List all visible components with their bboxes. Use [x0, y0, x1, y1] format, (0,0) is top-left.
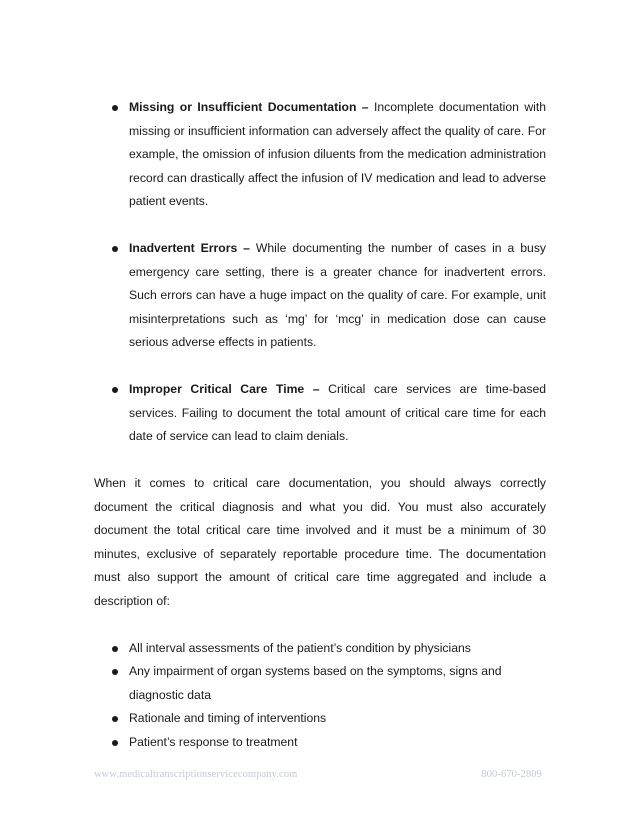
page-footer [94, 769, 546, 780]
bullet-icon [112, 105, 118, 111]
bullet-icon [112, 740, 118, 746]
bullet-icon [112, 646, 118, 652]
bullet-term: Inadvertent Errors – [129, 241, 250, 255]
spacer [94, 449, 546, 473]
bullet-text: Incomplete documentation with missing or insufficient information can adversely affect the quality of care. For example, the omission of infusion diluents from the medication administration record can drastically affect the infusion of IV medication and lead to adverse patient events. [129, 100, 546, 208]
list-item-text: Any impairment of organ systems based on the symptoms, signs and diagnostic data [129, 664, 502, 702]
bullet-item-missing-documentation [94, 96, 546, 214]
bullet-icon [112, 669, 118, 675]
list-item-text: All interval assessments of the patient’s condition by physicians [129, 640, 471, 655]
list-item [94, 707, 546, 731]
body-paragraph: When it comes to critical care documentation, you should always correctly document the critical diagnosis and what you did. You must also accurately document the total critical care time involved and it must be a minimum of 30 minutes, exclusive of separately reportable procedure time. The documentation must also support the amount of critical care time aggregated and include a description of: [94, 476, 546, 608]
list-item [94, 731, 546, 755]
bullet-term: Missing or Insufficient Documentation – [129, 100, 369, 114]
footer-phone: 800-670-2809 [481, 769, 542, 780]
bullet-item-inadvertent-errors [94, 237, 546, 355]
description-list [94, 637, 546, 755]
document-content [94, 96, 546, 754]
list-item-text: Rationale and timing of interventions [129, 711, 327, 725]
spacer [94, 355, 546, 379]
bullet-item-critical-care-time [94, 378, 546, 449]
bullet-text: Critical care services are time-based services. Failing to document the total amount of critical care time for each date of service can lead to claim denials. [129, 382, 546, 443]
list-item-text: Patient’s response to treatment [129, 734, 298, 749]
bullet-term: Improper Critical Care Time – [129, 382, 320, 396]
bullet-icon [112, 716, 118, 722]
bullet-icon [112, 387, 118, 393]
list-item [94, 660, 546, 707]
footer-website: www.medicaltranscriptionservicecompany.com [94, 769, 298, 780]
spacer [94, 214, 546, 238]
bullet-icon [112, 246, 118, 252]
list-item [94, 637, 546, 661]
bullet-text: While documenting the number of cases in a busy emergency care setting, there is a greater chance for inadvertent errors. Such errors can have a huge impact on the quality of care. For example, unit misinterpretations such as ‘mg’ for ‘mcg’ in medication dose can cause serious adverse effects in patients. [129, 241, 547, 349]
